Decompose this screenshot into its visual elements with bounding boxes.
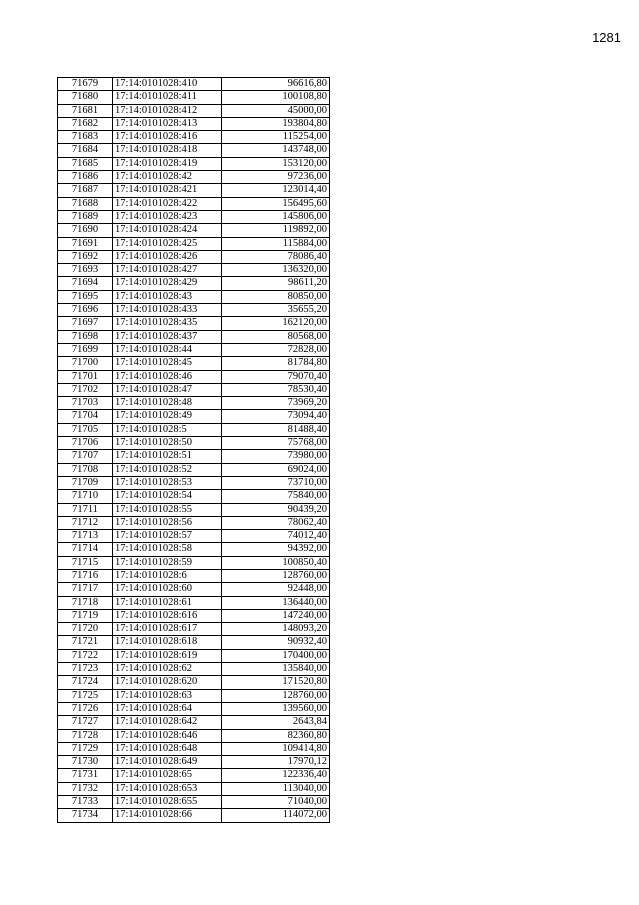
table-row [58,144,330,157]
row-number-cell: 71689 [58,210,113,223]
row-number-cell: 71702 [58,383,113,396]
cadastral-number-cell: 17:14:0101028:62 [113,663,222,676]
row-number-cell: 71734 [58,809,113,822]
row-number-cell: 71707 [58,450,113,463]
value-cell: 73094,40 [222,410,330,423]
table-row [58,210,330,223]
value-cell: 136440,00 [222,596,330,609]
row-number-cell: 71692 [58,250,113,263]
row-number-cell: 71697 [58,317,113,330]
table-row [58,702,330,715]
value-cell: 71040,00 [222,796,330,809]
table-row [58,490,330,503]
value-cell: 92448,00 [222,583,330,596]
cadastral-number-cell: 17:14:0101028:421 [113,184,222,197]
cadastral-number-cell: 17:14:0101028:619 [113,649,222,662]
value-cell: 147240,00 [222,609,330,622]
row-number-cell: 71725 [58,689,113,702]
cadastral-value-table [57,77,330,823]
cadastral-number-cell: 17:14:0101028:54 [113,490,222,503]
row-number-cell: 71727 [58,716,113,729]
value-cell: 100108,80 [222,91,330,104]
row-number-cell: 71698 [58,330,113,343]
cadastral-number-cell: 17:14:0101028:433 [113,304,222,317]
row-number-cell: 71691 [58,237,113,250]
value-cell: 193804,80 [222,117,330,130]
value-cell: 171520,80 [222,676,330,689]
row-number-cell: 71705 [58,423,113,436]
cadastral-number-cell: 17:14:0101028:437 [113,330,222,343]
value-cell: 80568,00 [222,330,330,343]
row-number-cell: 71733 [58,796,113,809]
cadastral-number-cell: 17:14:0101028:57 [113,530,222,543]
value-cell: 96616,80 [222,78,330,91]
row-number-cell: 71724 [58,676,113,689]
cadastral-number-cell: 17:14:0101028:423 [113,210,222,223]
cadastral-number-cell: 17:14:0101028:48 [113,397,222,410]
row-number-cell: 71713 [58,530,113,543]
row-number-cell: 71701 [58,370,113,383]
cadastral-number-cell: 17:14:0101028:65 [113,769,222,782]
cadastral-number-cell: 17:14:0101028:45 [113,357,222,370]
table-row [58,796,330,809]
row-number-cell: 71681 [58,104,113,117]
row-number-cell: 71728 [58,729,113,742]
value-cell: 81784,80 [222,357,330,370]
table-row [58,569,330,582]
value-cell: 78530,40 [222,383,330,396]
cadastral-number-cell: 17:14:0101028:56 [113,516,222,529]
value-cell: 128760,00 [222,689,330,702]
cadastral-number-cell: 17:14:0101028:63 [113,689,222,702]
cadastral-number-cell: 17:14:0101028:59 [113,556,222,569]
value-cell: 69024,00 [222,463,330,476]
value-cell: 136320,00 [222,264,330,277]
table-row [58,357,330,370]
table-row [58,437,330,450]
cadastral-number-cell: 17:14:0101028:58 [113,543,222,556]
value-cell: 94392,00 [222,543,330,556]
table-row [58,237,330,250]
value-cell: 2643,84 [222,716,330,729]
value-cell: 115254,00 [222,131,330,144]
value-cell: 72828,00 [222,343,330,356]
cadastral-number-cell: 17:14:0101028:52 [113,463,222,476]
table-row [58,596,330,609]
row-number-cell: 71721 [58,636,113,649]
value-cell: 35655,20 [222,304,330,317]
row-number-cell: 71719 [58,609,113,622]
table-row [58,503,330,516]
value-cell: 114072,00 [222,809,330,822]
cadastral-number-cell: 17:14:0101028:427 [113,264,222,277]
value-cell: 115884,00 [222,237,330,250]
cadastral-number-cell: 17:14:0101028:64 [113,702,222,715]
cadastral-number-cell: 17:14:0101028:412 [113,104,222,117]
row-number-cell: 71704 [58,410,113,423]
table-row [58,91,330,104]
row-number-cell: 71693 [58,264,113,277]
row-number-cell: 71708 [58,463,113,476]
row-number-cell: 71699 [58,343,113,356]
value-cell: 75768,00 [222,437,330,450]
value-cell: 122336,40 [222,769,330,782]
cadastral-number-cell: 17:14:0101028:620 [113,676,222,689]
value-cell: 119892,00 [222,224,330,237]
table-row [58,729,330,742]
cadastral-number-cell: 17:14:0101028:653 [113,782,222,795]
table-row [58,317,330,330]
cadastral-number-cell: 17:14:0101028:418 [113,144,222,157]
table-row [58,649,330,662]
value-cell: 75840,00 [222,490,330,503]
cadastral-number-cell: 17:14:0101028:50 [113,437,222,450]
table-row [58,264,330,277]
row-number-cell: 71683 [58,131,113,144]
table-row [58,330,330,343]
cadastral-number-cell: 17:14:0101028:426 [113,250,222,263]
value-cell: 74012,40 [222,530,330,543]
table-row [58,663,330,676]
table-row [58,197,330,210]
table-row [58,756,330,769]
value-cell: 128760,00 [222,569,330,582]
value-cell: 143748,00 [222,144,330,157]
cadastral-number-cell: 17:14:0101028:46 [113,370,222,383]
page-number: 1281 [592,30,621,45]
cadastral-number-cell: 17:14:0101028:425 [113,237,222,250]
row-number-cell: 71703 [58,397,113,410]
table-row [58,370,330,383]
value-cell: 90439,20 [222,503,330,516]
row-number-cell: 71715 [58,556,113,569]
value-cell: 139560,00 [222,702,330,715]
value-cell: 145806,00 [222,210,330,223]
value-cell: 17970,12 [222,756,330,769]
cadastral-number-cell: 17:14:0101028:43 [113,290,222,303]
cadastral-number-cell: 17:14:0101028:49 [113,410,222,423]
row-number-cell: 71695 [58,290,113,303]
cadastral-number-cell: 17:14:0101028:429 [113,277,222,290]
value-cell: 78086,40 [222,250,330,263]
cadastral-number-cell: 17:14:0101028:616 [113,609,222,622]
row-number-cell: 71717 [58,583,113,596]
cadastral-number-cell: 17:14:0101028:649 [113,756,222,769]
cadastral-number-cell: 17:14:0101028:411 [113,91,222,104]
table-row [58,304,330,317]
row-number-cell: 71694 [58,277,113,290]
cadastral-number-cell: 17:14:0101028:642 [113,716,222,729]
row-number-cell: 71729 [58,742,113,755]
row-number-cell: 71714 [58,543,113,556]
table-row [58,556,330,569]
table-row [58,516,330,529]
cadastral-number-cell: 17:14:0101028:47 [113,383,222,396]
value-cell: 97236,00 [222,171,330,184]
cadastral-number-cell: 17:14:0101028:410 [113,78,222,91]
table-row [58,224,330,237]
row-number-cell: 71722 [58,649,113,662]
table-row [58,397,330,410]
cadastral-number-cell: 17:14:0101028:6 [113,569,222,582]
row-number-cell: 71716 [58,569,113,582]
value-cell: 153120,00 [222,157,330,170]
cadastral-number-cell: 17:14:0101028:422 [113,197,222,210]
value-cell: 109414,80 [222,742,330,755]
value-cell: 98611,20 [222,277,330,290]
table-row [58,450,330,463]
value-cell: 73969,20 [222,397,330,410]
value-cell: 90932,40 [222,636,330,649]
row-number-cell: 71679 [58,78,113,91]
table-row [58,583,330,596]
table-row [58,117,330,130]
table-row [58,184,330,197]
cadastral-number-cell: 17:14:0101028:66 [113,809,222,822]
value-cell: 78062,40 [222,516,330,529]
cadastral-number-cell: 17:14:0101028:61 [113,596,222,609]
row-number-cell: 71731 [58,769,113,782]
value-cell: 45000,00 [222,104,330,117]
table-row [58,131,330,144]
table-row [58,530,330,543]
row-number-cell: 71684 [58,144,113,157]
table-row [58,277,330,290]
row-number-cell: 71686 [58,171,113,184]
table-row [58,716,330,729]
table-row [58,250,330,263]
cadastral-number-cell: 17:14:0101028:60 [113,583,222,596]
cadastral-number-cell: 17:14:0101028:413 [113,117,222,130]
row-number-cell: 71687 [58,184,113,197]
row-number-cell: 71711 [58,503,113,516]
value-cell: 162120,00 [222,317,330,330]
table-row [58,742,330,755]
value-cell: 156495,60 [222,197,330,210]
value-cell: 82360,80 [222,729,330,742]
table-row [58,423,330,436]
value-cell: 123014,40 [222,184,330,197]
row-number-cell: 71710 [58,490,113,503]
cadastral-number-cell: 17:14:0101028:424 [113,224,222,237]
value-cell: 170400,00 [222,649,330,662]
table-row [58,343,330,356]
cadastral-number-cell: 17:14:0101028:53 [113,476,222,489]
cadastral-number-cell: 17:14:0101028:419 [113,157,222,170]
row-number-cell: 71706 [58,437,113,450]
cadastral-number-cell: 17:14:0101028:655 [113,796,222,809]
table-row [58,809,330,822]
row-number-cell: 71685 [58,157,113,170]
table-row [58,636,330,649]
row-number-cell: 71688 [58,197,113,210]
table-row [58,290,330,303]
row-number-cell: 71682 [58,117,113,130]
row-number-cell: 71730 [58,756,113,769]
cadastral-number-cell: 17:14:0101028:42 [113,171,222,184]
row-number-cell: 71690 [58,224,113,237]
cadastral-number-cell: 17:14:0101028:55 [113,503,222,516]
row-number-cell: 71709 [58,476,113,489]
value-cell: 148093,20 [222,623,330,636]
table-body [58,78,330,823]
cadastral-number-cell: 17:14:0101028:416 [113,131,222,144]
row-number-cell: 71726 [58,702,113,715]
cadastral-number-cell: 17:14:0101028:5 [113,423,222,436]
value-cell: 73710,00 [222,476,330,489]
row-number-cell: 71720 [58,623,113,636]
cadastral-number-cell: 17:14:0101028:618 [113,636,222,649]
table-row [58,104,330,117]
table-row [58,769,330,782]
table-row [58,782,330,795]
table-row [58,543,330,556]
cadastral-number-cell: 17:14:0101028:51 [113,450,222,463]
cadastral-number-cell: 17:14:0101028:646 [113,729,222,742]
row-number-cell: 71732 [58,782,113,795]
table-row [58,676,330,689]
cadastral-number-cell: 17:14:0101028:435 [113,317,222,330]
row-number-cell: 71712 [58,516,113,529]
value-cell: 81488,40 [222,423,330,436]
value-cell: 80850,00 [222,290,330,303]
value-cell: 79070,40 [222,370,330,383]
row-number-cell: 71723 [58,663,113,676]
row-number-cell: 71718 [58,596,113,609]
value-cell: 73980,00 [222,450,330,463]
cadastral-number-cell: 17:14:0101028:648 [113,742,222,755]
table-row [58,78,330,91]
table-row [58,463,330,476]
row-number-cell: 71700 [58,357,113,370]
value-cell: 113040,00 [222,782,330,795]
table-row [58,609,330,622]
cadastral-number-cell: 17:14:0101028:44 [113,343,222,356]
row-number-cell: 71696 [58,304,113,317]
table-row [58,410,330,423]
table-row [58,623,330,636]
value-cell: 100850,40 [222,556,330,569]
table-row [58,383,330,396]
table-row [58,157,330,170]
table-row [58,476,330,489]
cadastral-number-cell: 17:14:0101028:617 [113,623,222,636]
row-number-cell: 71680 [58,91,113,104]
table-row [58,171,330,184]
table-row [58,689,330,702]
value-cell: 135840,00 [222,663,330,676]
